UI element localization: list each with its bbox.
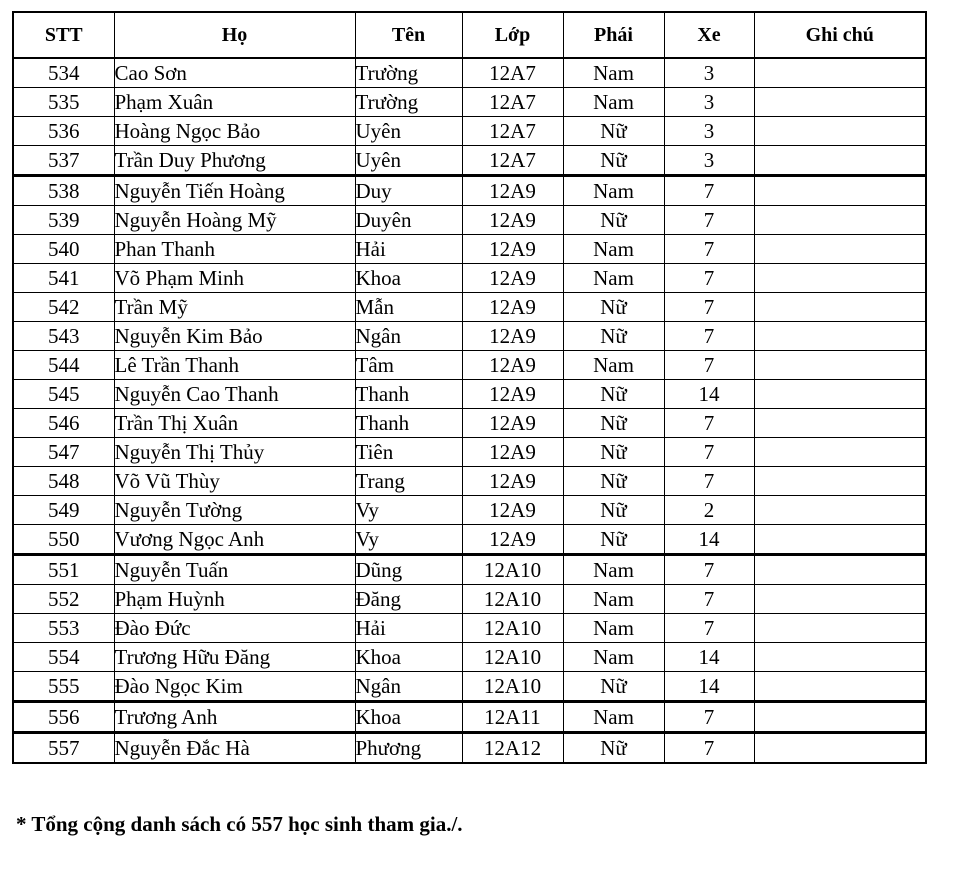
cell-phai: Nữ bbox=[563, 438, 664, 467]
table-row bbox=[13, 496, 926, 525]
cell-lop: 12A10 bbox=[462, 643, 563, 672]
header-ho: Họ bbox=[114, 12, 355, 58]
table-body bbox=[13, 58, 926, 763]
cell-lop: 12A7 bbox=[462, 58, 563, 88]
cell-stt: 539 bbox=[13, 206, 114, 235]
header-stt: STT bbox=[13, 12, 114, 58]
table-header bbox=[13, 12, 926, 58]
table-row bbox=[13, 525, 926, 555]
cell-lop: 12A9 bbox=[462, 206, 563, 235]
cell-ten: Thanh bbox=[355, 409, 462, 438]
cell-stt: 549 bbox=[13, 496, 114, 525]
header-row bbox=[13, 12, 926, 58]
cell-ten: Duyên bbox=[355, 206, 462, 235]
cell-lop: 12A7 bbox=[462, 88, 563, 117]
cell-xe: 7 bbox=[664, 293, 754, 322]
cell-ten: Trường bbox=[355, 58, 462, 88]
cell-stt: 540 bbox=[13, 235, 114, 264]
cell-ghi-chu bbox=[754, 467, 926, 496]
cell-stt: 557 bbox=[13, 733, 114, 764]
cell-ghi-chu bbox=[754, 496, 926, 525]
cell-phai: Nữ bbox=[563, 380, 664, 409]
cell-xe: 7 bbox=[664, 351, 754, 380]
header-ghi-chu: Ghi chú bbox=[754, 12, 926, 58]
cell-ghi-chu bbox=[754, 176, 926, 206]
cell-phai: Nữ bbox=[563, 117, 664, 146]
cell-phai: Nữ bbox=[563, 467, 664, 496]
cell-ten: Trường bbox=[355, 88, 462, 117]
cell-ho: Vương Ngọc Anh bbox=[114, 525, 355, 555]
cell-lop: 12A9 bbox=[462, 496, 563, 525]
table-row bbox=[13, 467, 926, 496]
cell-stt: 556 bbox=[13, 702, 114, 733]
cell-ghi-chu bbox=[754, 88, 926, 117]
cell-stt: 544 bbox=[13, 351, 114, 380]
cell-ho: Nguyễn Tuấn bbox=[114, 555, 355, 585]
cell-phai: Nữ bbox=[563, 293, 664, 322]
cell-stt: 536 bbox=[13, 117, 114, 146]
cell-phai: Nam bbox=[563, 614, 664, 643]
cell-ghi-chu bbox=[754, 380, 926, 409]
cell-ten: Mẫn bbox=[355, 293, 462, 322]
cell-phai: Nữ bbox=[563, 525, 664, 555]
cell-phai: Nữ bbox=[563, 496, 664, 525]
cell-phai: Nam bbox=[563, 585, 664, 614]
header-phai: Phái bbox=[563, 12, 664, 58]
cell-lop: 12A10 bbox=[462, 585, 563, 614]
cell-stt: 551 bbox=[13, 555, 114, 585]
table-row bbox=[13, 733, 926, 764]
cell-ghi-chu bbox=[754, 206, 926, 235]
cell-ghi-chu bbox=[754, 702, 926, 733]
cell-stt: 542 bbox=[13, 293, 114, 322]
cell-ho: Nguyễn Thị Thủy bbox=[114, 438, 355, 467]
cell-stt: 546 bbox=[13, 409, 114, 438]
table-row bbox=[13, 643, 926, 672]
cell-xe: 7 bbox=[664, 555, 754, 585]
table-row bbox=[13, 585, 926, 614]
table-row bbox=[13, 322, 926, 351]
header-lop: Lớp bbox=[462, 12, 563, 58]
cell-ten: Vy bbox=[355, 525, 462, 555]
header-xe: Xe bbox=[664, 12, 754, 58]
cell-lop: 12A9 bbox=[462, 176, 563, 206]
cell-lop: 12A9 bbox=[462, 264, 563, 293]
cell-stt: 555 bbox=[13, 672, 114, 702]
cell-ho: Võ Phạm Minh bbox=[114, 264, 355, 293]
cell-ho: Trần Duy Phương bbox=[114, 146, 355, 176]
cell-ten: Đăng bbox=[355, 585, 462, 614]
cell-ho: Hoàng Ngọc Bảo bbox=[114, 117, 355, 146]
cell-phai: Nữ bbox=[563, 206, 664, 235]
cell-ho: Võ Vũ Thùy bbox=[114, 467, 355, 496]
cell-ten: Duy bbox=[355, 176, 462, 206]
cell-stt: 541 bbox=[13, 264, 114, 293]
cell-ho: Phạm Huỳnh bbox=[114, 585, 355, 614]
cell-lop: 12A7 bbox=[462, 117, 563, 146]
header-ten: Tên bbox=[355, 12, 462, 58]
cell-lop: 12A9 bbox=[462, 235, 563, 264]
cell-ho: Trần Mỹ bbox=[114, 293, 355, 322]
cell-ten: Uyên bbox=[355, 117, 462, 146]
cell-xe: 14 bbox=[664, 643, 754, 672]
cell-ho: Nguyễn Cao Thanh bbox=[114, 380, 355, 409]
table-row bbox=[13, 351, 926, 380]
table-row bbox=[13, 88, 926, 117]
cell-xe: 7 bbox=[664, 467, 754, 496]
cell-xe: 3 bbox=[664, 58, 754, 88]
cell-stt: 552 bbox=[13, 585, 114, 614]
cell-stt: 550 bbox=[13, 525, 114, 555]
table-row bbox=[13, 146, 926, 176]
table-row bbox=[13, 264, 926, 293]
cell-lop: 12A9 bbox=[462, 409, 563, 438]
cell-stt: 538 bbox=[13, 176, 114, 206]
cell-ten: Vy bbox=[355, 496, 462, 525]
cell-xe: 7 bbox=[664, 702, 754, 733]
cell-phai: Nữ bbox=[563, 146, 664, 176]
cell-ho: Lê Trần Thanh bbox=[114, 351, 355, 380]
cell-phai: Nữ bbox=[563, 733, 664, 764]
cell-ho: Đào Đức bbox=[114, 614, 355, 643]
table-row bbox=[13, 206, 926, 235]
cell-phai: Nữ bbox=[563, 672, 664, 702]
cell-xe: 7 bbox=[664, 264, 754, 293]
cell-xe: 7 bbox=[664, 733, 754, 764]
cell-ten: Khoa bbox=[355, 264, 462, 293]
cell-ten: Hải bbox=[355, 235, 462, 264]
cell-ghi-chu bbox=[754, 733, 926, 764]
cell-xe: 14 bbox=[664, 525, 754, 555]
cell-ten: Trang bbox=[355, 467, 462, 496]
table-row bbox=[13, 235, 926, 264]
cell-lop: 12A10 bbox=[462, 614, 563, 643]
cell-ghi-chu bbox=[754, 322, 926, 351]
cell-lop: 12A7 bbox=[462, 146, 563, 176]
cell-ten: Ngân bbox=[355, 322, 462, 351]
cell-stt: 543 bbox=[13, 322, 114, 351]
cell-ghi-chu bbox=[754, 146, 926, 176]
table-row bbox=[13, 58, 926, 88]
cell-ghi-chu bbox=[754, 438, 926, 467]
cell-phai: Nam bbox=[563, 58, 664, 88]
cell-ho: Nguyễn Tiến Hoàng bbox=[114, 176, 355, 206]
cell-lop: 12A9 bbox=[462, 380, 563, 409]
table-row bbox=[13, 176, 926, 206]
cell-phai: Nam bbox=[563, 643, 664, 672]
cell-lop: 12A9 bbox=[462, 438, 563, 467]
cell-xe: 14 bbox=[664, 672, 754, 702]
cell-ghi-chu bbox=[754, 117, 926, 146]
cell-ten: Uyên bbox=[355, 146, 462, 176]
table-row bbox=[13, 409, 926, 438]
cell-ten: Ngân bbox=[355, 672, 462, 702]
student-roster-table bbox=[12, 11, 927, 764]
cell-phai: Nam bbox=[563, 264, 664, 293]
cell-ho: Nguyễn Hoàng Mỹ bbox=[114, 206, 355, 235]
cell-lop: 12A10 bbox=[462, 672, 563, 702]
cell-ten: Hải bbox=[355, 614, 462, 643]
cell-xe: 3 bbox=[664, 88, 754, 117]
cell-stt: 548 bbox=[13, 467, 114, 496]
cell-ghi-chu bbox=[754, 293, 926, 322]
cell-lop: 12A9 bbox=[462, 293, 563, 322]
cell-ghi-chu bbox=[754, 525, 926, 555]
cell-xe: 7 bbox=[664, 409, 754, 438]
cell-ho: Nguyễn Đắc Hà bbox=[114, 733, 355, 764]
cell-ghi-chu bbox=[754, 555, 926, 585]
cell-ten: Khoa bbox=[355, 702, 462, 733]
cell-phai: Nam bbox=[563, 702, 664, 733]
cell-xe: 3 bbox=[664, 146, 754, 176]
cell-xe: 7 bbox=[664, 176, 754, 206]
cell-ten: Thanh bbox=[355, 380, 462, 409]
cell-ten: Khoa bbox=[355, 643, 462, 672]
cell-xe: 7 bbox=[664, 206, 754, 235]
cell-ghi-chu bbox=[754, 585, 926, 614]
cell-ghi-chu bbox=[754, 235, 926, 264]
cell-stt: 537 bbox=[13, 146, 114, 176]
cell-lop: 12A9 bbox=[462, 351, 563, 380]
cell-stt: 554 bbox=[13, 643, 114, 672]
cell-ghi-chu bbox=[754, 264, 926, 293]
cell-lop: 12A10 bbox=[462, 555, 563, 585]
table-row bbox=[13, 117, 926, 146]
cell-phai: Nam bbox=[563, 555, 664, 585]
cell-ten: Tiên bbox=[355, 438, 462, 467]
cell-xe: 7 bbox=[664, 322, 754, 351]
cell-ho: Trương Hữu Đăng bbox=[114, 643, 355, 672]
cell-stt: 534 bbox=[13, 58, 114, 88]
cell-ten: Tâm bbox=[355, 351, 462, 380]
cell-phai: Nam bbox=[563, 351, 664, 380]
cell-ghi-chu bbox=[754, 614, 926, 643]
cell-ghi-chu bbox=[754, 58, 926, 88]
table-row bbox=[13, 293, 926, 322]
cell-xe: 7 bbox=[664, 614, 754, 643]
cell-lop: 12A9 bbox=[462, 467, 563, 496]
table-row bbox=[13, 614, 926, 643]
cell-lop: 12A12 bbox=[462, 733, 563, 764]
cell-ghi-chu bbox=[754, 643, 926, 672]
table-row bbox=[13, 380, 926, 409]
cell-stt: 535 bbox=[13, 88, 114, 117]
cell-phai: Nam bbox=[563, 88, 664, 117]
table-row bbox=[13, 702, 926, 733]
table-row bbox=[13, 438, 926, 467]
table-row bbox=[13, 672, 926, 702]
cell-stt: 553 bbox=[13, 614, 114, 643]
cell-xe: 2 bbox=[664, 496, 754, 525]
cell-ho: Trần Thị Xuân bbox=[114, 409, 355, 438]
table-row bbox=[13, 555, 926, 585]
cell-xe: 7 bbox=[664, 235, 754, 264]
cell-stt: 547 bbox=[13, 438, 114, 467]
cell-ho: Nguyễn Kim Bảo bbox=[114, 322, 355, 351]
cell-ghi-chu bbox=[754, 409, 926, 438]
cell-ten: Dũng bbox=[355, 555, 462, 585]
cell-ho: Nguyễn Tường bbox=[114, 496, 355, 525]
cell-stt: 545 bbox=[13, 380, 114, 409]
cell-lop: 12A9 bbox=[462, 322, 563, 351]
cell-ho: Trương Anh bbox=[114, 702, 355, 733]
cell-ho: Đào Ngọc Kim bbox=[114, 672, 355, 702]
cell-ghi-chu bbox=[754, 672, 926, 702]
total-footnote: * Tổng cộng danh sách có 557 học sinh tham gia./. bbox=[16, 812, 463, 836]
cell-phai: Nữ bbox=[563, 322, 664, 351]
cell-lop: 12A9 bbox=[462, 525, 563, 555]
cell-xe: 14 bbox=[664, 380, 754, 409]
cell-phai: Nữ bbox=[563, 409, 664, 438]
cell-ghi-chu bbox=[754, 351, 926, 380]
cell-ten: Phương bbox=[355, 733, 462, 764]
cell-phai: Nam bbox=[563, 176, 664, 206]
cell-ho: Cao Sơn bbox=[114, 58, 355, 88]
cell-phai: Nam bbox=[563, 235, 664, 264]
cell-xe: 7 bbox=[664, 438, 754, 467]
cell-ho: Phạm Xuân bbox=[114, 88, 355, 117]
cell-xe: 7 bbox=[664, 585, 754, 614]
cell-lop: 12A11 bbox=[462, 702, 563, 733]
cell-xe: 3 bbox=[664, 117, 754, 146]
cell-ho: Phan Thanh bbox=[114, 235, 355, 264]
